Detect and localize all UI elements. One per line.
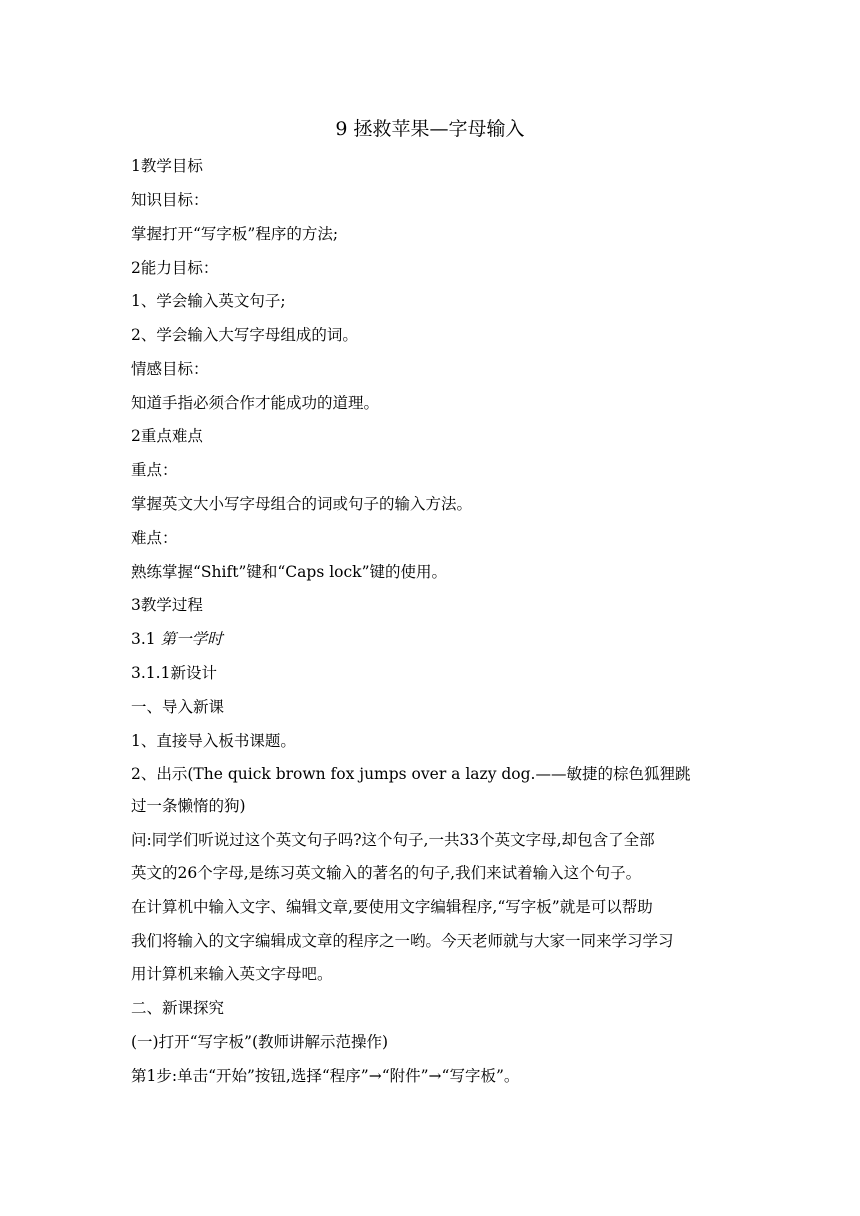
subheading-knowledge-goal: 知识目标： [131,191,209,209]
paragraph-line: (一)打开“写字板”(教师讲解示范操作) [131,1033,389,1051]
paragraph-line: 过一条懒惰的狗) [131,797,246,815]
paragraph-line: 掌握英文大小写字母组合的词或句子的输入方法。 [131,495,473,513]
paragraph-line: 掌握打开“写字板”程序的方法; [131,225,339,243]
paragraph-line: 第1步:单击“开始”按钮,选择“程序”→“附件”→“写字板”。 [131,1067,520,1085]
heading-teaching-process: 3教学过程 [131,596,203,614]
subheading-introduction: 一、导入新课 [131,698,225,716]
section-title-italic: 第一学时 [160,630,223,648]
subheading-difficult-point: 难点： [131,529,178,547]
document-title: 9 拯救苹果—字母输入 [335,118,525,140]
subheading-new-design: 3.1.1新设计 [131,664,217,682]
paragraph-line: 问:同学们听说过这个英文句子吗?这个句子,一共33个英文字母,却包含了全部 [131,831,655,849]
subheading-key-point: 重点： [131,461,178,479]
section-number: 3.1 [131,630,161,648]
subheading-new-lesson: 二、新课探究 [131,999,225,1017]
heading-key-difficult-points: 2重点难点 [131,427,203,445]
paragraph-line: 2、学会输入大写字母组成的词。 [131,326,358,344]
paragraph-line: 英文的26个字母,是练习英文输入的著名的句子,我们来试着输入这个句子。 [131,864,642,882]
subheading-emotion-goal: 情感目标： [131,360,209,378]
paragraph-line: 在计算机中输入文字、编辑文章,要使用文字编辑程序,“写字板”就是可以帮助 [131,898,653,916]
paragraph-line: 1、直接导入板书课题。 [131,732,296,750]
paragraph-line: 知道手指必须合作才能成功的道理。 [131,394,380,412]
subheading-ability-goal: 2能力目标： [131,259,219,277]
paragraph-line: 我们将输入的文字编辑成文章的程序之一哟。今天老师就与大家一同来学习学习 [131,932,674,950]
paragraph-line: 2、出示(The quick brown fox jumps over a lazy dog.——敏捷的棕色狐狸跳 [131,765,691,783]
paragraph-line: 1、学会输入英文句子; [131,292,286,310]
heading-teaching-goals: 1教学目标 [131,157,203,175]
paragraph-line: 用计算机来输入英文字母吧。 [131,965,333,983]
subheading-first-lesson [131,628,735,650]
paragraph-line: 熟练掌握“Shift”键和“Caps lock”键的使用。 [131,563,447,581]
